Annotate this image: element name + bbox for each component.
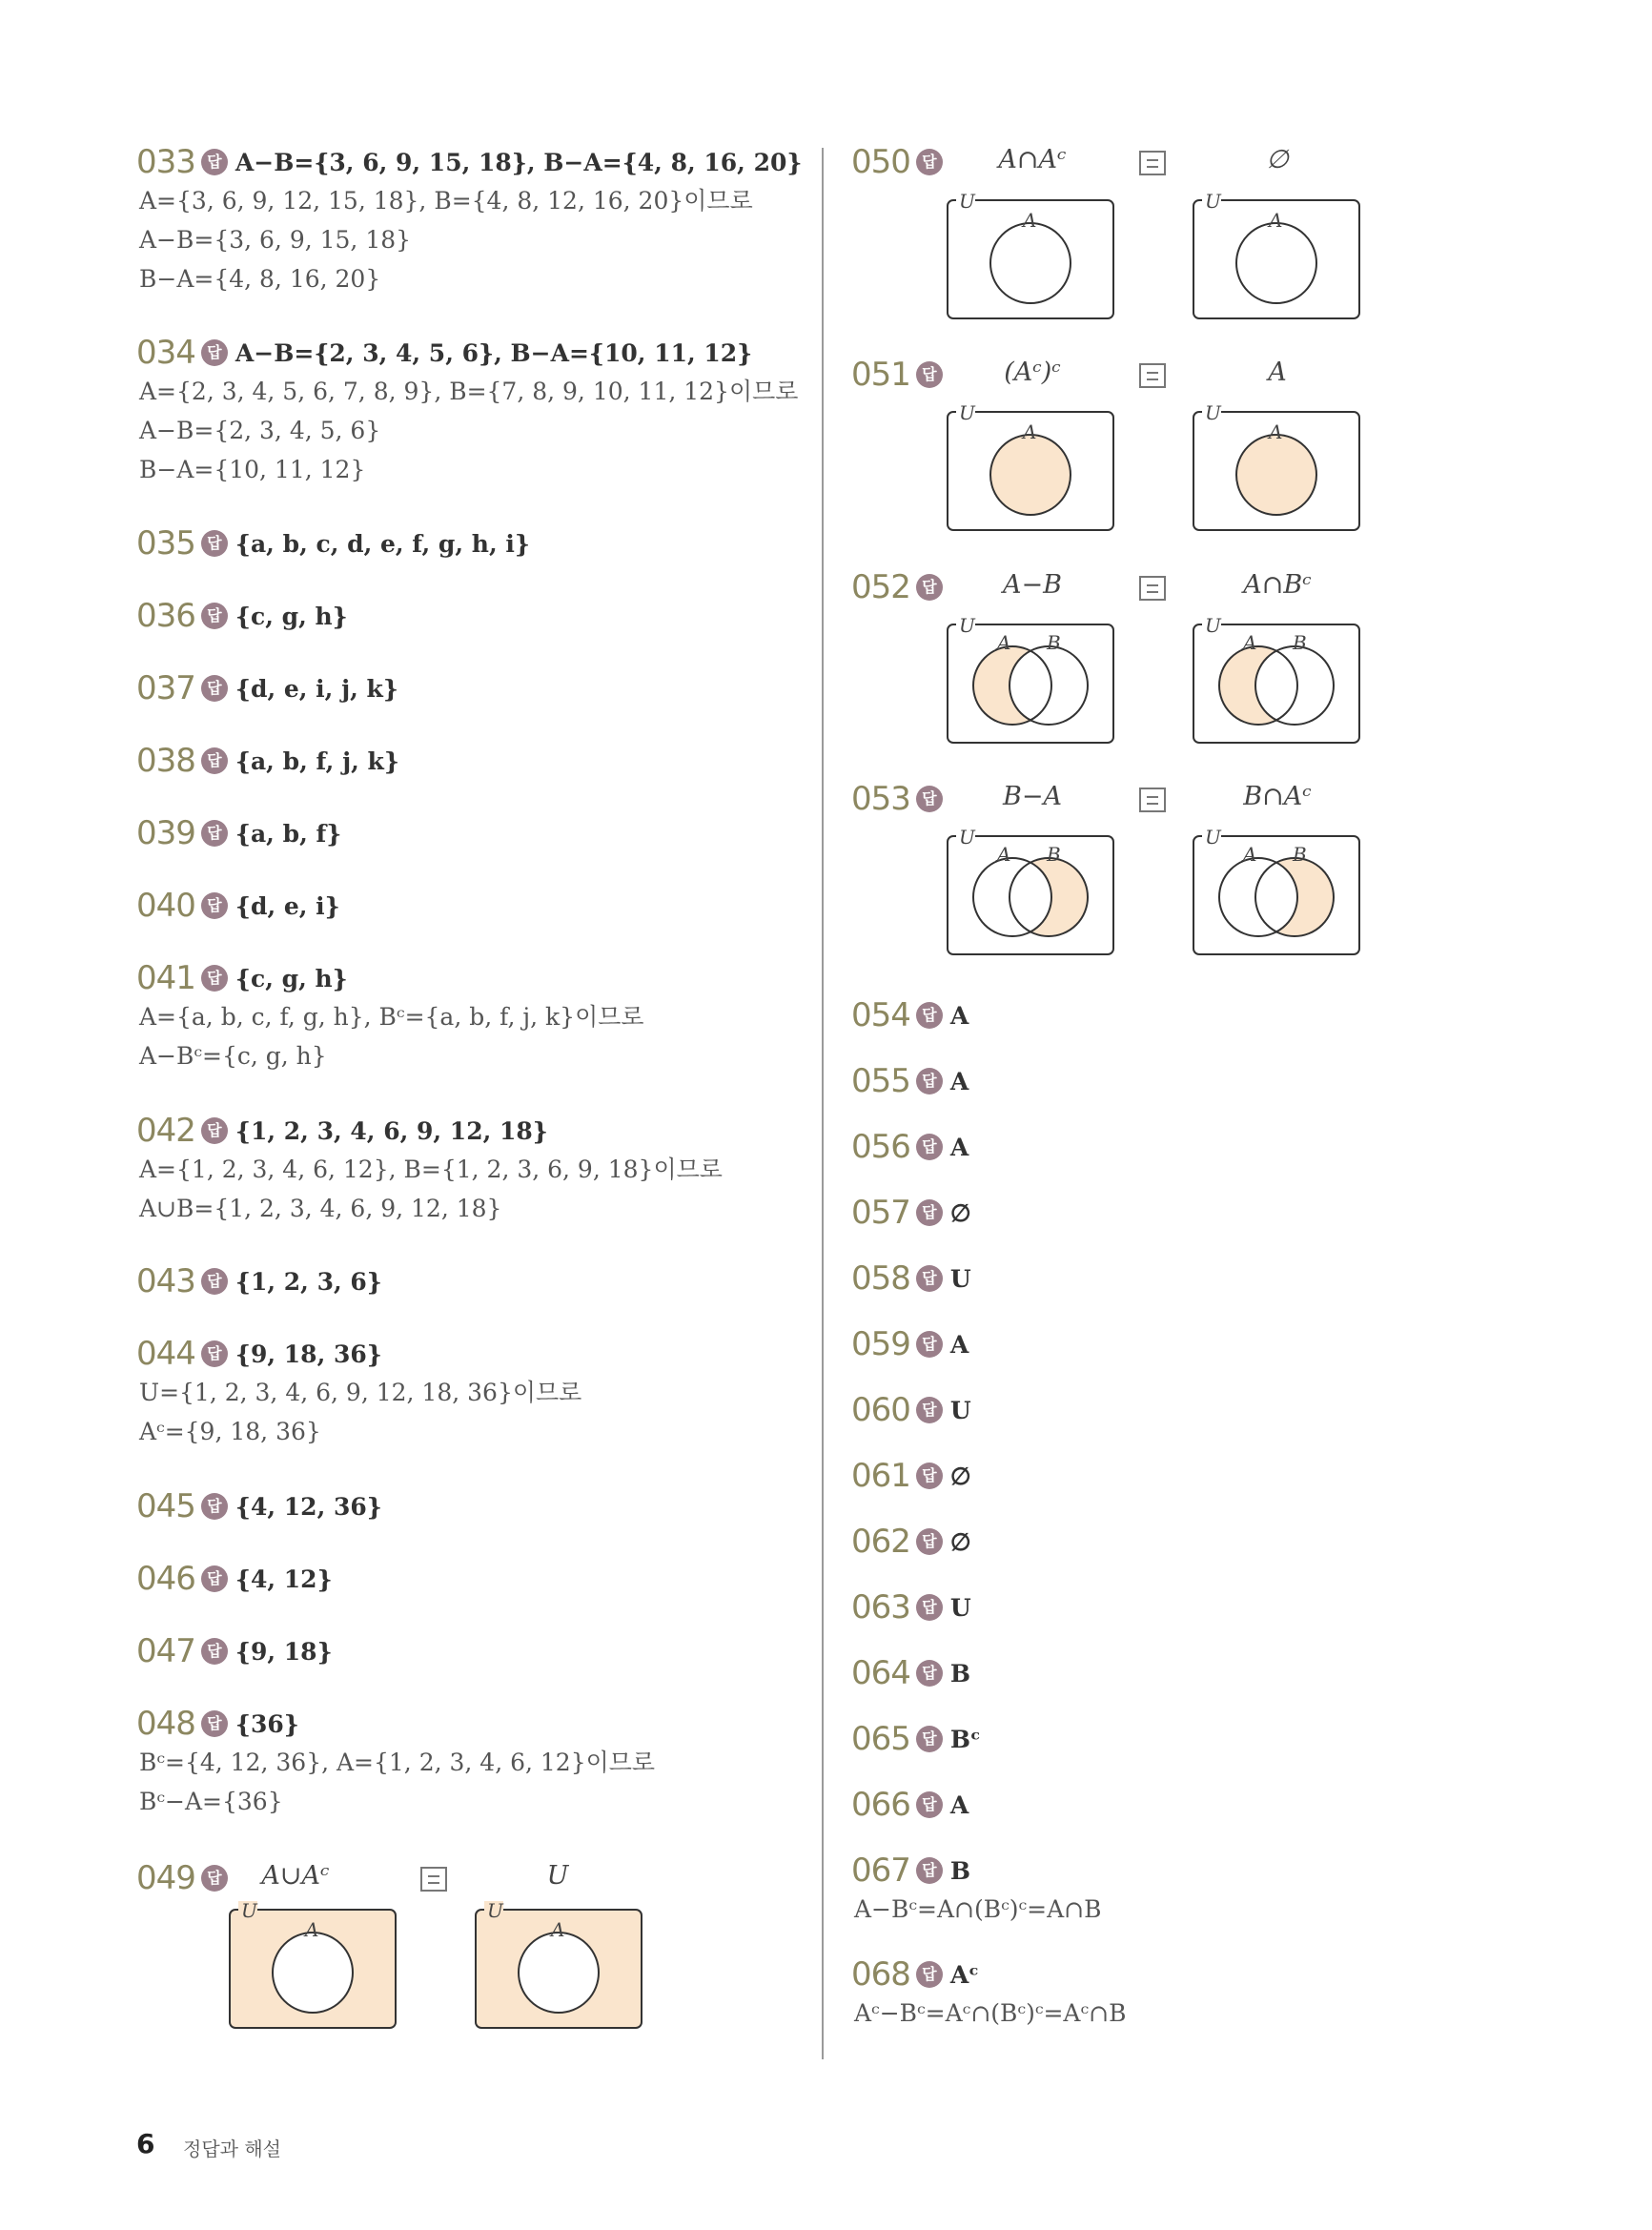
problem-046 (136, 1560, 333, 1598)
answer-badge-icon: 답 (201, 339, 228, 366)
answer-text: Aᶜ (949, 1960, 979, 1989)
problem-063 (851, 1588, 971, 1626)
answer-badge-icon: 답 (916, 1199, 943, 1226)
problem-number: 034 (136, 334, 195, 372)
answer-badge-icon: 답 (916, 1857, 943, 1884)
answer-badge-icon: 답 (916, 1726, 943, 1752)
venn-diagram-right (1184, 827, 1369, 964)
label-a: A (1243, 843, 1257, 866)
problem-header (136, 334, 798, 372)
problem-068 (851, 1955, 1126, 2033)
problem-053 (851, 780, 950, 818)
problem-number: 065 (851, 1720, 910, 1758)
set-a-circle (273, 1933, 353, 2013)
problem-062 (851, 1523, 971, 1561)
problem-header (136, 1560, 333, 1598)
footer-title: 정답과 해설 (183, 2138, 281, 2160)
venn-right-expression: A∩Bᶜ (1243, 570, 1312, 600)
problem-header (851, 1194, 971, 1232)
venn-diagram-left (938, 827, 1123, 964)
problem-057 (851, 1194, 971, 1232)
label-u: U (1205, 401, 1221, 424)
problem-number: 068 (851, 1955, 910, 1994)
problem-041 (136, 959, 644, 1075)
venn-diagram-right (1184, 191, 1369, 328)
problem-number: 056 (851, 1128, 910, 1166)
set-a-circle (519, 1933, 599, 2013)
problem-header (136, 597, 348, 635)
answer-text: {a, b, c, d, e, f, g, h, i} (235, 529, 530, 558)
problem-header (851, 1457, 971, 1495)
answer-text: ∅ (949, 1462, 971, 1490)
explanation-line: U={1, 2, 3, 4, 6, 9, 12, 18, 36}이므로 (139, 1379, 582, 1406)
problem-header (851, 1128, 969, 1166)
explanation-line: B−A={4, 8, 16, 20} (139, 265, 381, 293)
venn-diagram-left (938, 191, 1123, 328)
problem-054 (851, 996, 969, 1034)
problem-number: 046 (136, 1560, 195, 1598)
answer-badge-icon: 답 (916, 1961, 943, 1988)
answer-text: U (949, 1396, 971, 1424)
problem-number: 042 (136, 1112, 195, 1150)
explanation-line: A−B={3, 6, 9, 15, 18} (139, 226, 412, 254)
set-a-circle (1236, 223, 1316, 303)
answer-text: A (949, 1790, 969, 1819)
answer-text: {a, b, f, j, k} (235, 747, 399, 775)
label-u: U (1205, 190, 1221, 213)
explanation-line: A={3, 6, 9, 12, 15, 18}, B={4, 8, 12, 16, 20}이므로 (139, 187, 753, 215)
explanation-line: A={a, b, c, f, g, h}, Bᶜ={a, b, f, j, k}이므로 (139, 1003, 644, 1031)
answer-badge-icon: 답 (201, 1865, 228, 1892)
page-number: 6 (136, 2128, 155, 2159)
problem-number: 053 (851, 780, 910, 818)
problem-header (851, 1588, 971, 1626)
problem-067 (851, 1852, 1102, 1929)
problem-033 (136, 143, 802, 298)
label-a: A (1269, 420, 1283, 443)
problem-number: 043 (136, 1262, 195, 1300)
problem-header (136, 669, 398, 707)
answer-badge-icon: 답 (916, 1265, 943, 1292)
label-a: A (997, 631, 1011, 654)
problem-number: 059 (851, 1325, 910, 1363)
label-u: U (1205, 826, 1221, 849)
problem-038 (136, 742, 399, 780)
label-b: B (1047, 843, 1061, 866)
set-a-circle (990, 223, 1071, 303)
venn-diagram-right (466, 1900, 651, 2037)
answer-badge-icon: 답 (201, 1340, 228, 1367)
explanation-line: B−A={10, 11, 12} (139, 456, 366, 483)
problem-051 (851, 356, 950, 394)
answer-text: U (949, 1264, 971, 1293)
problem-header (851, 1391, 971, 1429)
answer-badge-icon: 답 (916, 1791, 943, 1818)
problem-044 (136, 1335, 581, 1451)
problem-number: 047 (136, 1632, 195, 1670)
problem-037 (136, 669, 398, 707)
answer-badge-icon: 답 (201, 1638, 228, 1665)
answer-badge-icon: 답 (916, 1594, 943, 1621)
problem-number: 033 (136, 143, 195, 181)
explanation-line: A={1, 2, 3, 4, 6, 12}, B={1, 2, 3, 6, 9, 18}이므로 (139, 1156, 723, 1183)
label-a: A (997, 843, 1011, 866)
problem-number: 048 (136, 1705, 195, 1743)
answer-badge-icon: 답 (201, 1493, 228, 1520)
explanation-line: Aᶜ={9, 18, 36} (139, 1418, 321, 1445)
answer-badge-icon: 답 (916, 574, 943, 601)
problem-header (136, 887, 340, 925)
problem-header (136, 1262, 382, 1300)
label-a: A (305, 1918, 319, 1941)
answer-text: A (949, 1067, 969, 1095)
problem-number: 041 (136, 959, 195, 997)
label-b: B (1047, 631, 1061, 654)
answer-text: {c, g, h} (235, 964, 348, 992)
answer-badge-icon: 답 (916, 361, 943, 388)
answer-badge-icon: 답 (916, 1528, 943, 1555)
answer-text: ∅ (949, 1198, 971, 1227)
problem-number: 058 (851, 1259, 910, 1298)
problem-header (851, 1259, 971, 1298)
problem-header (851, 1654, 970, 1692)
answer-badge-icon: 답 (916, 1331, 943, 1358)
answer-text: B (949, 1659, 971, 1688)
label-a: A (1023, 209, 1037, 232)
problem-number: 045 (136, 1487, 195, 1525)
answer-text: {36} (235, 1709, 299, 1738)
problem-header (851, 568, 950, 606)
problem-header (851, 1852, 1102, 1890)
problem-header (851, 780, 950, 818)
label-a: A (1243, 631, 1257, 654)
label-u: U (959, 190, 975, 213)
problem-header (136, 143, 802, 181)
problem-number: 067 (851, 1852, 910, 1890)
problem-number: 037 (136, 669, 195, 707)
problem-045 (136, 1487, 382, 1525)
problem-number: 035 (136, 524, 195, 563)
problem-number: 060 (851, 1391, 910, 1429)
venn-diagram-right (1184, 615, 1369, 752)
explanation-line: A∪B={1, 2, 3, 4, 6, 9, 12, 18} (139, 1195, 502, 1222)
problem-061 (851, 1457, 971, 1495)
answer-badge-icon: 답 (201, 747, 228, 774)
problem-header (851, 1720, 981, 1758)
problem-number: 061 (851, 1457, 910, 1495)
problem-header (136, 1487, 382, 1525)
answer-badge-icon: 답 (201, 820, 228, 847)
answer-badge-icon: 답 (916, 1068, 943, 1095)
equals-sign-icon (1139, 151, 1166, 175)
problem-header (851, 143, 950, 181)
problem-066 (851, 1786, 969, 1824)
problem-number: 062 (851, 1523, 910, 1561)
label-u: U (959, 826, 975, 849)
problem-header (136, 1112, 723, 1150)
equals-sign-icon (1139, 788, 1166, 812)
problem-number: 055 (851, 1062, 910, 1100)
problem-number: 051 (851, 356, 910, 394)
venn-right-expression: A (1268, 358, 1287, 387)
answer-text: U (949, 1593, 971, 1622)
problem-header (851, 1062, 969, 1100)
answer-text: A−B={3, 6, 9, 15, 18}, B−A={4, 8, 16, 20} (235, 148, 803, 176)
problem-056 (851, 1128, 969, 1166)
equals-sign-icon (1139, 576, 1166, 601)
set-a-circle (990, 435, 1071, 515)
problem-042 (136, 1112, 723, 1228)
problem-header (136, 742, 399, 780)
venn-diagram-left (220, 1900, 405, 2037)
problem-header (136, 1632, 333, 1670)
answer-badge-icon: 답 (201, 965, 228, 992)
answer-badge-icon: 답 (201, 530, 228, 557)
problem-036 (136, 597, 348, 635)
answer-badge-icon: 답 (201, 1117, 228, 1144)
problem-060 (851, 1391, 971, 1429)
label-a: A (1269, 209, 1283, 232)
problem-064 (851, 1654, 970, 1692)
venn-right-expression: ∅ (1266, 145, 1289, 174)
problem-number: 039 (136, 814, 195, 852)
answer-badge-icon: 답 (916, 149, 943, 175)
problem-number: 066 (851, 1786, 910, 1824)
label-a: A (551, 1918, 565, 1941)
answer-text: {1, 2, 3, 4, 6, 9, 12, 18} (235, 1116, 548, 1145)
problem-header (851, 1325, 969, 1363)
problem-number: 040 (136, 887, 195, 925)
answer-text: {9, 18} (235, 1637, 333, 1666)
answer-badge-icon: 답 (201, 1565, 228, 1592)
explanation-line: A−Bᶜ={c, g, h} (139, 1042, 327, 1070)
problem-number: 038 (136, 742, 195, 780)
column-divider (822, 148, 824, 2059)
explanation-line: A−Bᶜ=A∩(Bᶜ)ᶜ=A∩B (854, 1895, 1102, 1923)
problem-number: 057 (851, 1194, 910, 1232)
problem-number: 044 (136, 1335, 195, 1373)
answer-text: Bᶜ (949, 1725, 981, 1753)
problem-059 (851, 1325, 969, 1363)
answer-badge-icon: 답 (916, 1660, 943, 1687)
answer-text: A−B={2, 3, 4, 5, 6}, B−A={10, 11, 12} (235, 338, 753, 367)
label-u: U (487, 1899, 503, 1922)
answer-badge-icon: 답 (916, 786, 943, 812)
venn-right-expression: U (546, 1861, 569, 1891)
problem-header (851, 996, 969, 1034)
label-b: B (1293, 631, 1307, 654)
problem-header (136, 1335, 581, 1373)
answer-text: {4, 12, 36} (235, 1492, 382, 1521)
answer-badge-icon: 답 (916, 1463, 943, 1489)
problem-header (851, 1786, 969, 1824)
problem-number: 063 (851, 1588, 910, 1626)
problem-header (851, 1955, 1126, 1994)
answer-text: A (949, 1001, 969, 1030)
label-u: U (241, 1899, 257, 1922)
answer-text: ∅ (949, 1527, 971, 1556)
label-b: B (1293, 843, 1307, 866)
problem-052 (851, 568, 950, 606)
problem-number: 049 (136, 1859, 195, 1897)
answer-text: {4, 12} (235, 1565, 333, 1593)
explanation-line: A={2, 3, 4, 5, 6, 7, 8, 9}, B={7, 8, 9, 10, 11, 12}이므로 (139, 378, 799, 405)
venn-diagram-right (1184, 402, 1369, 540)
problem-058 (851, 1259, 971, 1298)
equals-sign-icon (420, 1867, 447, 1892)
problem-034 (136, 334, 798, 489)
problem-050 (851, 143, 950, 181)
explanation-line: A−B={2, 3, 4, 5, 6} (139, 417, 381, 444)
problem-055 (851, 1062, 969, 1100)
venn-left-expression: (Aᶜ)ᶜ (1004, 358, 1061, 387)
answer-badge-icon: 답 (201, 892, 228, 919)
explanation-line: Bᶜ−A={36} (139, 1788, 283, 1815)
problem-number: 036 (136, 597, 195, 635)
answer-text: {c, g, h} (235, 602, 348, 630)
label-u: U (959, 401, 975, 424)
label-u: U (1205, 614, 1221, 637)
answer-text: B (949, 1856, 971, 1885)
answer-text: {1, 2, 3, 6} (235, 1267, 382, 1296)
answer-badge-icon: 답 (201, 1268, 228, 1295)
problem-header (136, 1705, 655, 1743)
explanation-line: Aᶜ−Bᶜ=Aᶜ∩(Bᶜ)ᶜ=Aᶜ∩B (854, 1999, 1127, 2027)
set-a-circle (1236, 435, 1316, 515)
problem-number: 054 (851, 996, 910, 1034)
problem-number: 052 (851, 568, 910, 606)
problem-048 (136, 1705, 655, 1821)
problem-header (136, 524, 530, 563)
answer-badge-icon: 답 (201, 149, 228, 175)
answer-text: {d, e, i, j, k} (235, 674, 398, 703)
answer-badge-icon: 답 (201, 603, 228, 629)
answer-badge-icon: 답 (201, 675, 228, 702)
problem-number: 064 (851, 1654, 910, 1692)
problem-043 (136, 1262, 382, 1300)
venn-left-expression: A−B (1003, 570, 1062, 600)
label-a: A (1023, 420, 1037, 443)
problem-header (851, 356, 950, 394)
answer-text: {9, 18, 36} (235, 1340, 382, 1368)
problem-035 (136, 524, 530, 563)
venn-left-expression: A∩Aᶜ (998, 145, 1067, 174)
problem-040 (136, 887, 340, 925)
equals-sign-icon (1139, 363, 1166, 388)
label-u: U (959, 614, 975, 637)
answer-badge-icon: 답 (201, 1710, 228, 1737)
answer-badge-icon: 답 (916, 1397, 943, 1423)
answer-text: {a, b, f} (235, 819, 342, 848)
venn-left-expression: A∪Aᶜ (261, 1861, 330, 1891)
answer-text: A (949, 1330, 969, 1359)
answer-badge-icon: 답 (916, 1002, 943, 1029)
venn-diagram-left (938, 402, 1123, 540)
answer-text: A (949, 1133, 969, 1161)
problem-039 (136, 814, 341, 852)
problem-header (136, 814, 341, 852)
venn-diagram-left (938, 615, 1123, 752)
answer-text: {d, e, i} (235, 891, 340, 920)
venn-right-expression: B∩Aᶜ (1243, 782, 1312, 811)
answer-badge-icon: 답 (916, 1134, 943, 1160)
explanation-line: Bᶜ={4, 12, 36}, A={1, 2, 3, 4, 6, 12}이므로 (139, 1749, 656, 1776)
problem-number: 050 (851, 143, 910, 181)
venn-left-expression: B−A (1003, 782, 1062, 811)
problem-047 (136, 1632, 333, 1670)
problem-header (851, 1523, 971, 1561)
problem-header (136, 959, 644, 997)
problem-065 (851, 1720, 981, 1758)
